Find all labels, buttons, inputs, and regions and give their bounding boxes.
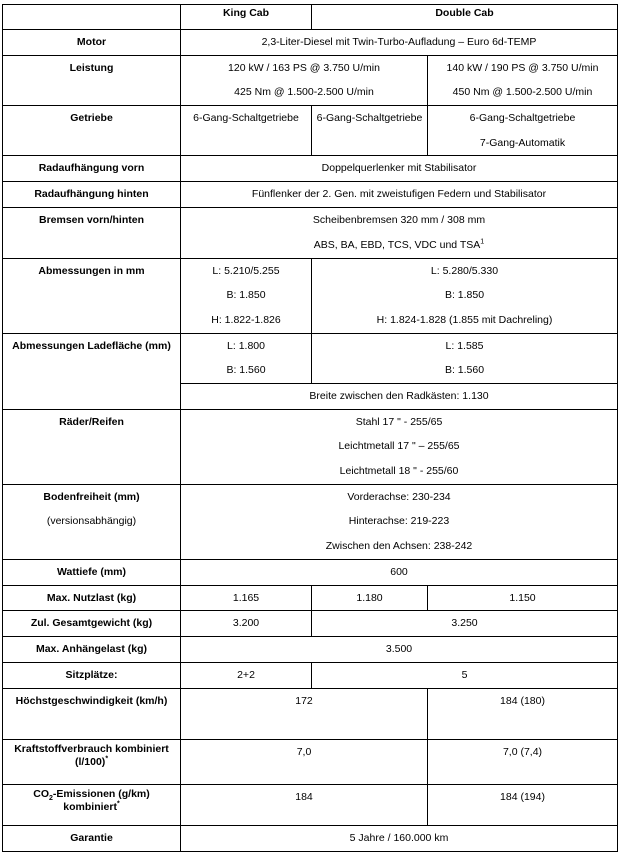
anhaengelast-label: Max. Anhängelast (kg) [3, 636, 181, 662]
abmessungen-king-b: B: 1.850 [226, 289, 266, 302]
sitzplaetze-king: 2+2 [181, 662, 312, 688]
bodenfreiheit-sublabel: (versionsabhängig) [46, 515, 137, 528]
hoechstgeschwindigkeit-left: 172 [181, 688, 428, 739]
bremsen-line2-wrap [184, 233, 614, 258]
abmessungen-label: Abmessungen in mm [3, 258, 181, 333]
ladeflaeche-label: Abmessungen Ladefläche (mm) [3, 333, 181, 409]
leistung-double-torque: 450 Nm @ 1.500-2.500 U/min [452, 86, 593, 99]
raeder-line1: Stahl 17 " - 255/65 [355, 415, 443, 428]
row-sitzplaetze [3, 662, 618, 688]
abmessungen-king [181, 258, 312, 333]
abmessungen-double [312, 258, 618, 333]
bremsen-label: Bremsen vorn/hinten [3, 208, 181, 258]
verbrauch-right: 7,0 (7,4) [428, 739, 618, 784]
emissionen-label2-wrap [6, 801, 177, 815]
nutzlast-double-b: 1.150 [428, 585, 618, 611]
nutzlast-double-a: 1.180 [312, 585, 428, 611]
raeder-line2: Leichtmetall 17 " – 255/65 [338, 440, 460, 453]
abmessungen-king-l: L: 5.210/5.255 [212, 264, 280, 277]
leistung-label: Leistung [3, 55, 181, 105]
leistung-king-torque: 425 Nm @ 1.500-2.500 U/min [234, 86, 374, 99]
gesamtgewicht-king: 3.200 [181, 611, 312, 637]
row-gesamtgewicht [3, 611, 618, 637]
header-double-cab: Double Cab [312, 5, 618, 30]
header-row [3, 5, 618, 30]
motor-value: 2,3-Liter-Diesel mit Twin-Turbo-Aufladung – Euro 6d-TEMP [181, 30, 618, 56]
getriebe-double-b-line1: 6-Gang-Schaltgetriebe [469, 112, 576, 125]
verbrauch-label2-wrap [6, 756, 177, 770]
row-raeder [3, 409, 618, 484]
row-hoechstgeschwindigkeit [3, 688, 618, 739]
verbrauch-label-cell [3, 739, 181, 784]
bodenfreiheit-value [181, 484, 618, 559]
raeder-label: Räder/Reifen [3, 409, 181, 484]
ladeflaeche-double-b: B: 1.560 [444, 364, 485, 377]
garantie-value: 5 Jahre / 160.000 km [181, 825, 618, 851]
emissionen-label2: kombiniert [63, 801, 117, 814]
leistung-double [428, 55, 618, 105]
ladeflaeche-double [312, 333, 618, 383]
getriebe-label: Getriebe [3, 106, 181, 156]
abmessungen-double-b: B: 1.850 [444, 289, 485, 302]
sitzplaetze-label: Sitzplätze: [3, 662, 181, 688]
spec-table [2, 4, 618, 852]
radaufhaengung-vorn-label: Radaufhängung vorn [3, 156, 181, 182]
radaufhaengung-vorn-value: Doppelquerlenker mit Stabilisator [181, 156, 618, 182]
emissionen-label1-wrap [6, 785, 177, 802]
nutzlast-king: 1.165 [181, 585, 312, 611]
wattiefe-label: Wattiefe (mm) [3, 559, 181, 585]
row-nutzlast [3, 585, 618, 611]
emissionen-left: 184 [181, 784, 428, 825]
sitzplaetze-double: 5 [312, 662, 618, 688]
header-king-cab: King Cab [181, 5, 312, 30]
row-bremsen [3, 208, 618, 258]
getriebe-double-b [428, 106, 618, 156]
verbrauch-left: 7,0 [181, 739, 428, 784]
row-getriebe [3, 106, 618, 156]
bodenfreiheit-label-cell [3, 484, 181, 559]
bodenfreiheit-label: Bodenfreiheit (mm) [43, 490, 140, 503]
row-garantie [3, 825, 618, 851]
ladeflaeche-double-l: L: 1.585 [445, 339, 484, 352]
radaufhaengung-hinten-value: Fünflenker der 2. Gen. mit zweistufigen Federn und Stabilisator [181, 182, 618, 208]
getriebe-king: 6-Gang-Schaltgetriebe [181, 106, 312, 156]
bremsen-line1: Scheibenbremsen 320 mm / 308 mm [312, 214, 486, 227]
header-empty-cell [3, 5, 181, 30]
verbrauch-label2: (l/100) [74, 756, 106, 769]
bremsen-line2: ABS, BA, EBD, TCS, VDC und TSA [313, 238, 481, 251]
bodenfreiheit-line3: Zwischen den Achsen: 238-242 [325, 540, 473, 553]
leistung-double-power: 140 kW / 190 PS @ 3.750 U/min [446, 61, 599, 74]
verbrauch-label1: Kraftstoffverbrauch kombiniert [14, 742, 169, 755]
anhaengelast-value: 3.500 [181, 636, 618, 662]
emissionen-right: 184 (194) [428, 784, 618, 825]
row-leistung [3, 55, 618, 105]
abmessungen-king-h: H: 1.822-1.826 [211, 313, 281, 326]
leistung-king [181, 55, 428, 105]
gesamtgewicht-label: Zul. Gesamtgewicht (kg) [3, 611, 181, 637]
ladeflaeche-king-l: L: 1.800 [227, 339, 265, 352]
hoechstgeschwindigkeit-label: Höchstgeschwindigkeit (km/h) [3, 688, 181, 739]
ladeflaeche-king-b: B: 1.560 [226, 364, 266, 377]
bodenfreiheit-line2: Hinterachse: 219-223 [348, 515, 450, 528]
row-radaufhaengung-vorn [3, 156, 618, 182]
getriebe-double-b-line2: 7-Gang-Automatik [479, 136, 566, 149]
row-ladeflaeche [3, 333, 618, 383]
row-verbrauch [3, 739, 618, 784]
emissionen-label-a: CO [33, 787, 49, 800]
wattiefe-value: 600 [181, 559, 618, 585]
abmessungen-double-l: L: 5.280/5.330 [430, 264, 499, 277]
row-emissionen [3, 784, 618, 825]
emissionen-mark: * [116, 800, 120, 808]
row-wattiefe [3, 559, 618, 585]
raeder-line3: Leichtmetall 18 " - 255/60 [339, 465, 459, 478]
emissionen-label-sub: 2 [48, 794, 53, 802]
verbrauch-mark: * [105, 755, 109, 763]
abmessungen-double-h: H: 1.824-1.828 (1.855 mit Dachreling) [376, 313, 553, 326]
row-anhaengelast [3, 636, 618, 662]
row-radaufhaengung-hinten [3, 182, 618, 208]
emissionen-label-b: -Emissionen (g/km) [52, 787, 150, 800]
emissionen-label-cell [3, 784, 181, 825]
bremsen-footnote: 1 [480, 238, 485, 246]
getriebe-double-a: 6-Gang-Schaltgetriebe [312, 106, 428, 156]
motor-label: Motor [3, 30, 181, 56]
row-abmessungen [3, 258, 618, 333]
ladeflaeche-king [181, 333, 312, 383]
hoechstgeschwindigkeit-right: 184 (180) [428, 688, 618, 739]
row-bodenfreiheit [3, 484, 618, 559]
raeder-value [181, 409, 618, 484]
row-motor [3, 30, 618, 56]
leistung-king-power: 120 kW / 163 PS @ 3.750 U/min [228, 61, 380, 74]
nutzlast-label: Max. Nutzlast (kg) [3, 585, 181, 611]
bodenfreiheit-line1: Vorderachse: 230-234 [347, 490, 451, 503]
ladeflaeche-radkaesten: Breite zwischen den Radkästen: 1.130 [181, 383, 618, 409]
bremsen-value [181, 208, 618, 258]
gesamtgewicht-double: 3.250 [312, 611, 618, 637]
radaufhaengung-hinten-label: Radaufhängung hinten [3, 182, 181, 208]
garantie-label: Garantie [3, 825, 181, 851]
